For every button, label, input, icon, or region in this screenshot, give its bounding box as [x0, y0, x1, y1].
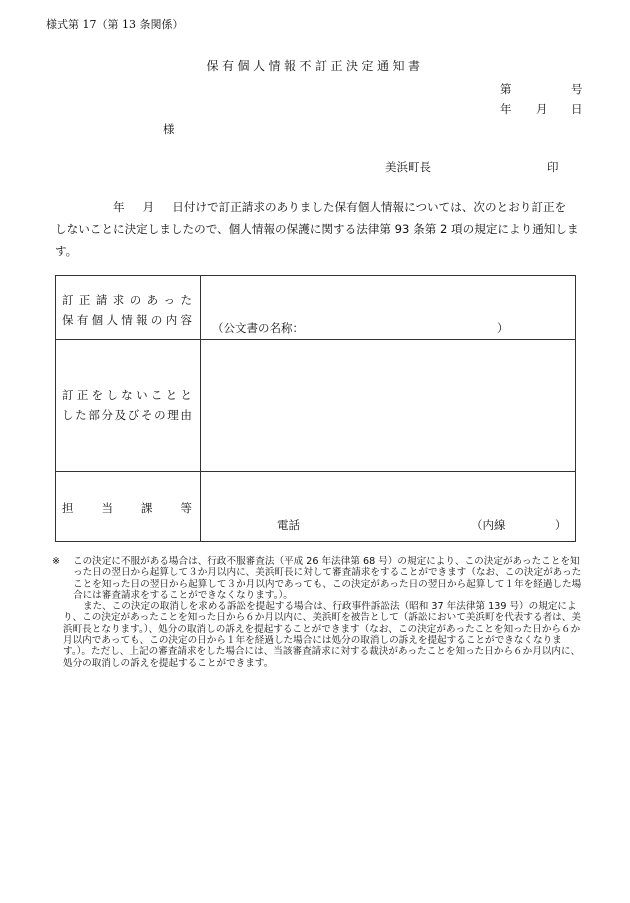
body-month: 月: [142, 200, 155, 214]
table-row: [56, 472, 576, 542]
number-suffix: 号: [571, 82, 583, 96]
doc-name-label: （公文書の名称：: [212, 321, 304, 335]
row1-label-line1: 訂 正 請 求 の あ っ た: [62, 293, 192, 307]
issuer-name: 美浜町長: [385, 160, 431, 174]
row2-label-line1: 訂 正 を し な い こ と と: [62, 388, 192, 402]
date-year: 年: [500, 102, 512, 116]
row2-value-cell[interactable]: [201, 340, 576, 472]
row3-value-cell[interactable]: [201, 472, 576, 542]
form-number: 様式第 17（第 13 条関係）: [46, 18, 184, 31]
table-row: [56, 340, 576, 472]
number-label: 第: [500, 82, 512, 96]
row2-label-cell: [56, 340, 201, 472]
row3-label: 担 当 課 等: [62, 501, 192, 515]
row1-label-line2: 保 有 個 人 情 報 の 内 容: [62, 313, 192, 327]
row1-value-cell[interactable]: [201, 276, 576, 340]
document-title: 保有個人情報不訂正決定通知書: [206, 59, 424, 73]
date-day: 日: [571, 102, 583, 116]
row3-label-cell: [56, 472, 201, 542]
row2-label-line2: し た 部 分 及 び そ の 理 由: [62, 408, 192, 422]
addressee-suffix: 様: [163, 122, 175, 136]
note-paragraph-1: この決定に不服がある場合は、行政不服審査法（平成 26 年法律第 68 号）の規定により、この決定があったことを知った日の翌日から起算して３か月以内に、美浜町長に対して審査請求をすることができます（なお、この決定があったことを知った日の翌日から起算して３か月以内であっても、この決定があった日の翌日から起算して１年を経過した場合には審査請求をすることができなくなります。）。: [73, 556, 582, 601]
doc-name-close: ）: [497, 321, 509, 335]
table-row: [56, 276, 576, 340]
phone-label: 電話: [277, 518, 300, 532]
row1-label-cell: [56, 276, 201, 340]
extension-close: ）: [555, 518, 567, 532]
seal-mark: 印: [547, 160, 559, 174]
body-paragraph: [55, 196, 582, 262]
info-table: [55, 275, 576, 542]
body-text-line2: しないことに決定しましたので、個人情報の保護に関する法律第 93 条第 2 項の規定により通知しま: [55, 222, 579, 236]
note-mark: ※: [52, 556, 61, 567]
extension-label: （内線: [471, 518, 506, 532]
body-year: 年: [113, 200, 125, 214]
body-text-line1: 日付けで訂正請求のありました保有個人情報については、次のとおり訂正を: [172, 200, 567, 214]
body-text-line3: す。: [55, 244, 78, 258]
date-month: 月: [536, 102, 548, 116]
notes-section: [52, 556, 585, 669]
note-paragraph-2: また、この決定の取消しを求める訴訟を提起する場合は、行政事件訴訟法（昭和 37 年法律第 139 号）の規定により、この決定があったことを知った日から６か月以内に、美浜町を被告として（訴訟において美浜町を代表する者は、美浜町長となります。）、処分の取消しの訴えを提起することができます（なお、この決定があったことを知った日から６か月以内であっても、この決定の日から１年を経過した場合には処分の取消しの訴えを提起することができなくなります。）。ただし、上記の審査請求をした場合には、当該審査請求に対する裁決があったことを知った日から６か月以内に、処分の取消しの訴えを提起することができます。: [63, 601, 581, 669]
